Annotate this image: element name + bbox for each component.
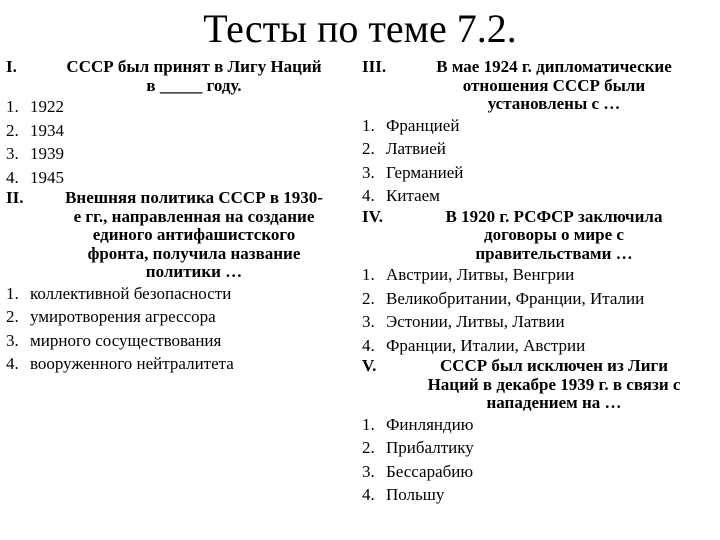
answer-option: 2. 1934 [6,120,64,140]
answer-option: 4. Китаем [362,186,440,205]
question-2-number: II. [6,188,24,207]
question-2-text: II. Внешняя политика СССР в 1930- е гг., направленная на создание единого антифашистского фронта, получила название политики … [6,188,323,281]
answer-option: 3. 1939 [6,144,64,163]
answer-option: 3. Германией [362,162,464,182]
answer-option: 1. 1922 [6,97,64,116]
answer-option: 1. Францией [362,115,460,135]
answer-option: 4. Франции, Италии, Австрии [362,335,586,355]
left-column [6,58,354,376]
question-4-text: IV. В 1920 г. РСФСР заключила договоры о мире с правительствами … [362,206,663,263]
question-5 [362,357,716,507]
question-4-number: IV. [362,206,383,226]
question-2 [6,189,354,376]
right-column [362,58,716,507]
answer-option: 2. умиротворения агрессора [6,307,216,326]
answer-option: 4. 1945 [6,167,64,187]
question-3 [362,58,716,208]
answer-option: 3. мирного сосуществования [6,330,222,350]
answer-option: 3. Эстонии, Литвы, Латвии [362,312,565,331]
answer-option: 2. Прибалтику [362,438,474,457]
question-1 [6,58,354,189]
answer-option: 1. коллективной безопасности [6,283,232,303]
question-4 [362,208,716,358]
answer-option: 2. Латвией [362,139,446,158]
answer-option: 1. Австрии, Литвы, Венгрии [362,265,575,284]
question-5-number: V. [362,356,377,375]
question-1-number: I. [6,57,17,76]
page-title: Тесты по теме 7.2. [203,6,517,51]
answer-option: 1. Финляндию [362,414,474,434]
answer-option: 2. Великобритании, Франции, Италии [362,288,645,308]
answer-option: 3. Бессарабию [362,461,474,481]
question-3-text: III. В мае 1924 г. дипломатические отношения СССР были установлены с … [362,57,672,113]
question-5-text: V. СССР был исключен из Лиги Наций в декабре 1939 г. в связи с нападением на … [362,356,681,412]
question-3-number: III. [362,57,387,76]
answer-option: 4. Польшу [362,485,445,504]
question-1-text: I. СССР был принят в Лигу Наций в _____ году. [6,57,322,95]
answer-option: 4. вооруженного нейтралитета [6,354,234,373]
